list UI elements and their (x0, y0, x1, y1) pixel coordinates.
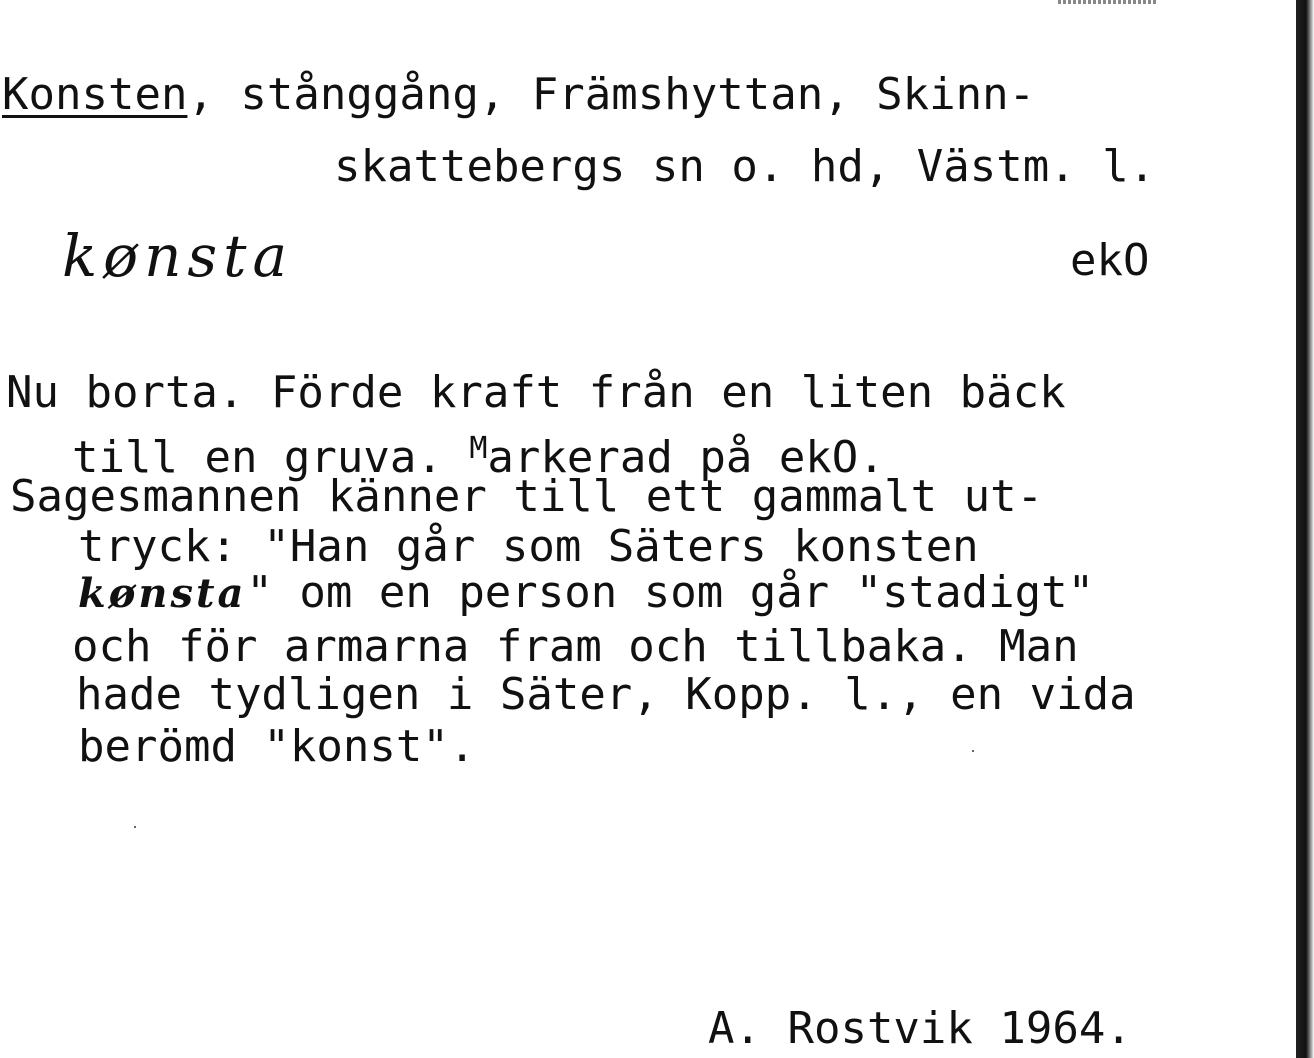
body-line-5 (78, 568, 1094, 619)
body-line-2b: arkerad på ekO. (487, 432, 885, 483)
scan-edge-mark (1058, 0, 1158, 4)
signature: A. Rostvik 1964. (708, 1003, 1132, 1054)
card-right-edge (1292, 0, 1314, 1058)
body-line-3: Sagesmannen känner till ett gammalt ut- (10, 471, 1044, 522)
superscript-m: M (469, 431, 488, 466)
body-line-1: Nu borta. Förde kraft från en liten bäck (6, 367, 1066, 418)
handwritten-form: kønsta (62, 222, 294, 290)
speck (972, 750, 974, 752)
source-code: ekO (1070, 235, 1150, 286)
header-line-1 (2, 70, 1035, 120)
body-line-7: hade tydligen i Säter, Kopp. l., en vida (76, 669, 1136, 720)
body-line-8: berömd "konst". (78, 721, 476, 772)
body-line-2a: till en gruva. (72, 432, 470, 483)
body-line-5-rest: " om en person som går "stadigt" (246, 567, 1095, 618)
handwritten-form-inline: kønsta (78, 570, 247, 617)
header-line-1-rest: , stånggång, Främshyttan, Skinn- (187, 69, 1036, 120)
body-line-4: tryck: "Han går som Säters konsten (78, 521, 979, 572)
speck (134, 826, 136, 828)
place-name: Konsten (2, 69, 188, 120)
body-line-6: och för armarna fram och tillbaka. Man (72, 621, 1079, 672)
header-line-2: skattebergs sn o. hd, Västm. l. (334, 141, 1156, 192)
